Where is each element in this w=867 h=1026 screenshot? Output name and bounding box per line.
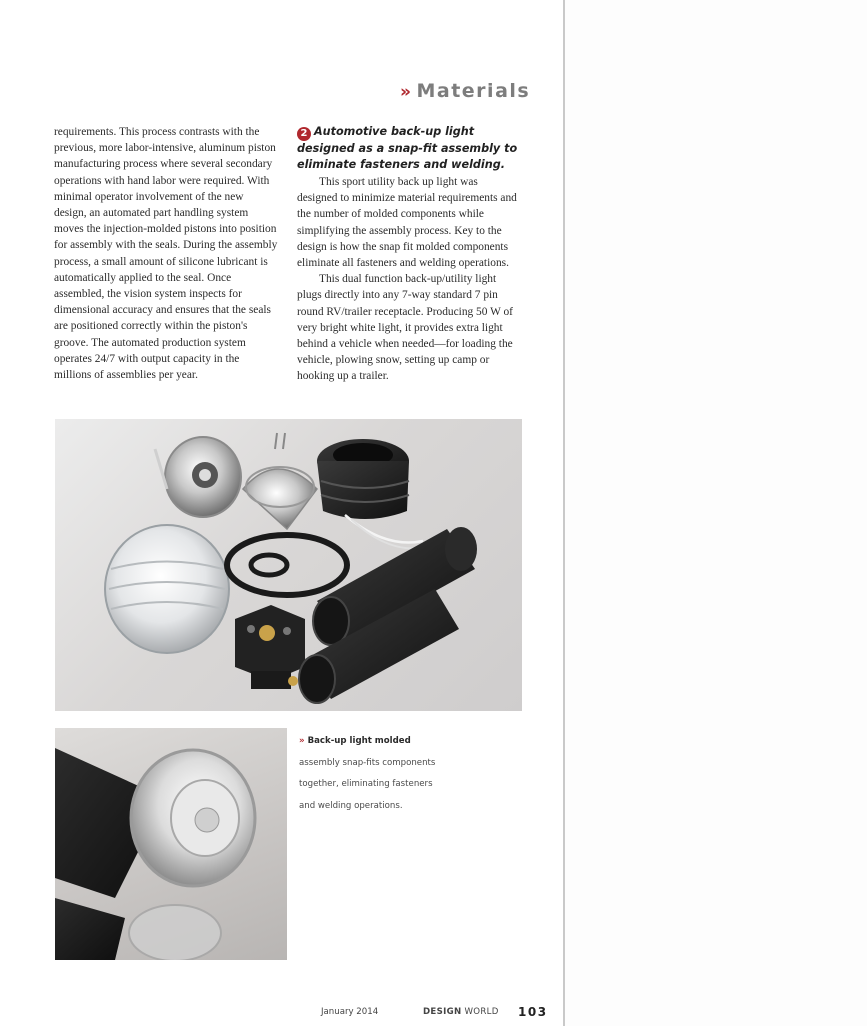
reflector-housing <box>155 437 241 517</box>
page-footer <box>0 1006 565 1020</box>
left-column <box>54 124 278 383</box>
right-column-paragraph-1: This sport utility back up light was designed to minimize material requirements and the number of molded components while simplifying the assembly process. Key to the design is how the snap fit molded components eliminate all fasteners and welding operations. <box>297 176 517 270</box>
page-edge-divider <box>563 0 565 1026</box>
issue-date: January 2014 <box>321 1007 379 1017</box>
halogen-bulb <box>243 433 317 529</box>
blank-area <box>565 0 867 1026</box>
right-column <box>297 124 521 385</box>
left-column-paragraph: requirements. This process contrasts with the previous, more labor-intensive, aluminum piston manufacturing process where several secondary operations with hand labor were required. With minimal operator involvement of the new design, an automated part handling system moves the injection-molded pistons into position for assembly with the seals. During the assembly process, a small amount of silicone lubricant is automatically applied to the seal. Once assembled, the vision system inspects for dimensional accuracy and ensures that the seals are positioned correctly within the piston's groove. The automated production system operates 24/7 with output capacity in the millions of assemblies per year. <box>54 126 278 382</box>
right-column-paragraph-2: This dual function back-up/utility light plugs directly into any 7-way standard 7 pin round RV/trailer receptacle. Producing 50 W of very bright white light, it provides extra light behind a vehicle when needed—for loading the vehicle, plowing snow, setting up camp or hooking up a trailer. <box>297 273 513 383</box>
rubber-boot <box>317 439 427 548</box>
components-photo <box>55 419 522 711</box>
brand-bold: DESIGN <box>423 1007 462 1017</box>
page-number: 103 <box>518 1005 548 1019</box>
caption-line: assembly snap-fits components <box>299 757 436 768</box>
trailer-plug <box>235 605 305 689</box>
assembled-light-photo <box>55 728 287 960</box>
caption-line: together, eliminating fasteners <box>299 779 433 789</box>
chevron-icon: » <box>299 736 305 746</box>
magazine-brand <box>423 1007 499 1017</box>
figure-heading <box>297 124 521 173</box>
figure-number-badge: 2 <box>297 127 311 141</box>
photo-caption <box>299 731 529 817</box>
o-rings <box>227 535 347 595</box>
caption-title: Back-up light molded <box>307 736 411 746</box>
housing-tubes <box>299 527 477 703</box>
section-title: Materials <box>416 80 531 102</box>
brand-regular: WORLD <box>464 1007 499 1017</box>
figure-heading-text: Automotive back-up light designed as a snap-fit assembly to eliminate fasteners and welding. <box>297 125 518 171</box>
caption-line: and welding operations. <box>299 800 403 811</box>
chevron-icon: » <box>400 82 413 102</box>
section-header <box>400 80 530 102</box>
glass-lens <box>105 525 229 653</box>
